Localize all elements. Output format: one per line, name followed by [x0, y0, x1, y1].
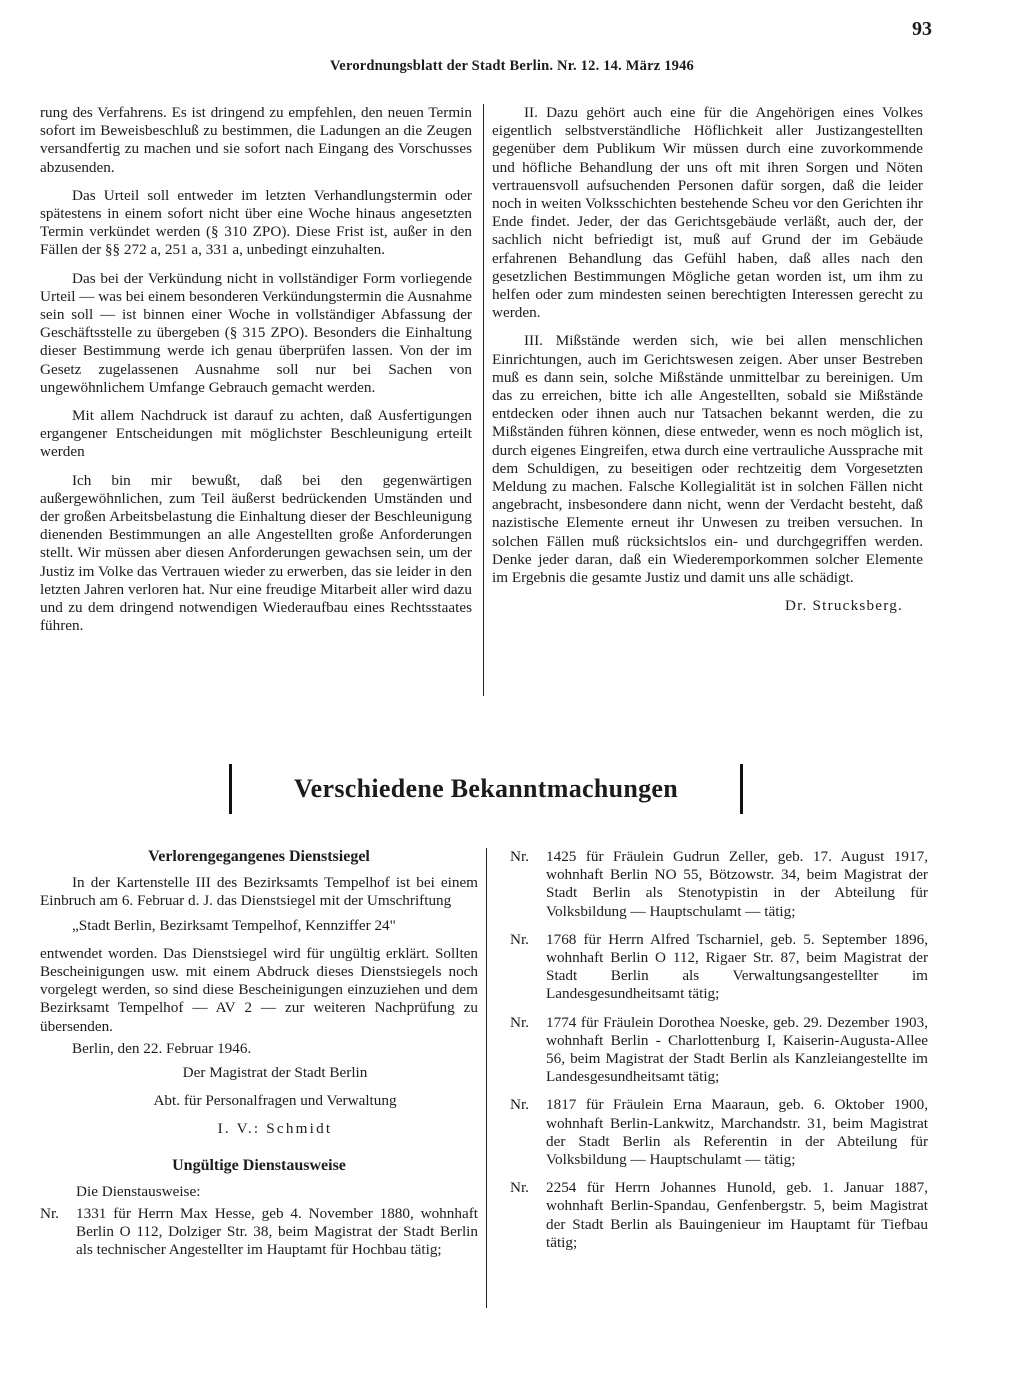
signatory-line: I. V.: Schmidt [217, 1120, 333, 1138]
date-line: Berlin, den 22. Februar 1946. [72, 1039, 252, 1057]
column-divider [483, 104, 484, 696]
entry-number-label: Nr. [510, 1096, 529, 1114]
column-divider [486, 848, 487, 1308]
notices-left-column [40, 848, 478, 1270]
article-right-column [492, 104, 923, 615]
seal-inscription: „Stadt Berlin, Bezirksamt Tempelhof, Kennziffer 24" [72, 916, 396, 934]
list-item [510, 1096, 928, 1169]
section-heading: Verschiedene Bekanntmachungen [229, 764, 743, 814]
paragraph: rung des Verfahrens. Es ist dringend zu empfehlen, den neuen Termin sofort im Beweisbeschluß zu bestimmen, die Ladungen an die Zeugen versandfertig zu machen und sie sofort nach Eingang des Vorschusses abzusenden. [40, 104, 472, 176]
list-item [510, 1014, 928, 1087]
paragraph: Das bei der Verkündung nicht in vollständiger Form vorliegende Urteil — was bei einem besonderen Verkündungstermin die Ausnahme sein soll — ist binnen einer Woche in vollständiger Abfassung der Geschäftsstelle zu übergeben (§ 315 ZPO). Besonders die Einhaltung dieser Bestimmung werde ich genau überprüfen lassen. Von der im Gesetz zugelassenen Ausnahme soll nur bei Sachen von ungewöhnlichem Umfange Gebrauch gemacht werden. [40, 269, 472, 396]
entry-number-label: Nr. [510, 848, 529, 865]
paragraph: Das Urteil soll entweder im letzten Verhandlungstermin oder spätestens in einem sofort nicht über eine Woche hinaus angesetzten Termin verkündet werden (§ 310 ZPO). Diese Frist ist, außer in den Fällen der §§ 272 a, 251 a, 331 a, unbedingt einzuhalten. [40, 186, 472, 259]
paragraph: II. Dazu gehört auch eine für die Angehörigen eines Volkes eigentlich selbstverständliche Höflichkeit aller Justizangestellten gegenüber dem Publikum Wir müssen durch eine zuvorkommende und höfliche Behandlung der uns oft mit ihren Sorgen und Nöten vertrauensvoll aufsuchenden Personen dafür sorgen, daß die leider noch in weiten Volksschichten bestehende Scheu vor den Gerichten ihr Ende findet. Jeder, der das Gerichtsgebäude verläßt, auch der, der sachlich nicht befriedigt ist, muß auf Grund der im Gebäude erfahrenen Behandlung das Gefühl haben, daß alles nach den gesetzlichen Bestimmungen Mögliche getan worden ist, um ihm zu helfen oder zum mindesten seinen berechtigten Interessen gerecht zu werden. [492, 104, 923, 322]
list-item [510, 931, 928, 1004]
entry-number-label: Nr. [510, 930, 529, 948]
notices-right-column [510, 848, 928, 1262]
signature: Dr. Strucksberg. [784, 597, 903, 615]
entry-number-label: Nr. [510, 1013, 529, 1031]
running-header: Verordnungsblatt der Stadt Berlin. Nr. 12. 14. März 1946 [329, 58, 695, 74]
entry-text: 1331 für Herrn Max Hesse, geb 4. November 1880, wohnhaft Berlin O 112, Dolziger Str. 38, beim Magistrat der Stadt Berlin als technischer Angestellter im Hauptamt für Hochbau tätig; [76, 1205, 478, 1259]
entry-text: 1768 für Herrn Alfred Tscharniel, geb. 5. September 1896, wohnhaft Berlin O 112, Rigaer Str. 87, beim Magistrat der Stadt Berlin als Verwaltungsangestellter im Landesgesundheitsamt tätig; [546, 930, 928, 1003]
paragraph: Ich bin mir bewußt, daß bei den gegenwärtigen außergewöhnlichen, zum Teil äußerst bedrückenden Umständen und der großen Arbeitsbelastung die Einhaltung dieser der Beschleunigung dienenden Bestimmungen an alle Angestellten große Anforderungen stellt. Wir müssen aber diesen Anforderungen gewachsen sein, um der Justiz im Volke das Vertrauen wieder zu erwerben, das sie leider in den letzten Jahren verloren hat. Nur eine freudige Mitarbeit aller wird dazu und zu dem dringend notwendigen Wiederaufbau eines Rechtsstaates führen. [40, 471, 472, 635]
paragraph: Mit allem Nachdruck ist darauf zu achten, daß Ausfertigungen ergangener Entscheidungen mit möglichster Beschleunigung erteilt werden [40, 407, 472, 461]
entry-text: 2254 für Herrn Johannes Hunold, geb. 1. Januar 1887, wohnhaft Berlin-Spandau, Genfenbergstr. 5, beim Magistrat der Stadt Berlin als Bauingenieur im Hauptamt für Tiefbau tätig; [546, 1179, 928, 1251]
list-item [510, 848, 928, 921]
signatory-line: Abt. für Personalfragen und Verwaltung [153, 1092, 397, 1110]
entry-number-label: Nr. [40, 1205, 59, 1223]
notice-heading: Verlorengegangenes Dienstsiegel [148, 848, 370, 865]
list-item [40, 1205, 478, 1260]
entry-text: 1817 für Fräulein Erna Maaraun, geb. 6. Oktober 1900, wohnhaft Berlin-Lankwitz, Marchandstr. 31, beim Magistrat der Stadt Berlin als Referentin in der Abteilung für Volksbildung — Hauptschulamt — tätig; [546, 1096, 928, 1169]
entry-text: 1774 für Fräulein Dorothea Noeske, geb. 29. Dezember 1903, wohnhaft Berlin - Charlottenburg I, Kaiserin-Augusta-Allee 56, beim Magistrat der Stadt Berlin als Kanzleiangestellte im Landesgesundheitsamt tätig; [546, 1013, 928, 1086]
article-left-column [40, 104, 472, 645]
entry-number-label: Nr. [510, 1179, 529, 1197]
notice-heading: Ungültige Dienstausweise [172, 1156, 346, 1174]
paragraph: III. Mißstände werden sich, wie bei allen menschlichen Einrichtungen, auch im Gerichtswesen zeigen. Aber unser Bestreben muß es dann sein, solche Mißstände unmittelbar zu bereinigen. Um das zu erreichen, bitte ich alle Angestellten, sobald sie Mißstände entdecken oder ihnen auch nur Tatsachen bekannt werden, die zu Mißständen führen können, diese entweder, wenn es noch möglich ist, durch eigenes Eingreifen, etwa durch eine vertrauliche Aussprache mit dem Schuldigen, zu beseitigen oder rechtzeitig dem Vorgesetzten Meldung zu machen. Falsche Kollegialität ist in solchen Fällen nicht angebracht, insbesondere dann nicht, wenn der Verdacht besteht, daß nazistische Elemente erneut ihr Unwesen zu treiben versuchen. In solchen Fällen muß rücksichtslos ein- und durchgegriffen werden. Denke jeder daran, daß ein Wiederemporkommen solcher Elemente im Ergebnis die gesamte Justiz und damit uns alle schädigt. [492, 332, 923, 587]
page-number: 93 [912, 18, 932, 40]
paragraph: Die Dienstausweise: [76, 1182, 201, 1200]
entry-text: 1425 für Fräulein Gudrun Zeller, geb. 17. August 1917, wohnhaft Berlin NO 55, Bötzowstr. 34, beim Magistrat der Stadt Berlin als Stenotypistin in der Abteilung für Volksbildung — Hauptschulamt — tätig; [546, 848, 928, 920]
signatory-line: Der Magistrat der Stadt Berlin [182, 1064, 368, 1082]
list-item [510, 1179, 928, 1252]
paragraph: entwendet worden. Das Dienstsiegel wird für ungültig erklärt. Sollten Bescheinigungen usw. mit einem Abdruck dieses Dienstsiegels noch vorgelegt werden, so sind diese Bescheinigungen einzuziehen und dem Bezirksamt Tempelhof — AV 2 — zur weiteren Nachprüfung zu übersenden. [40, 944, 478, 1035]
paragraph: In der Kartenstelle III des Bezirksamts Tempelhof ist bei einem Einbruch am 6. Februar d. J. das Dienstsiegel mit der Umschriftung [40, 874, 478, 910]
